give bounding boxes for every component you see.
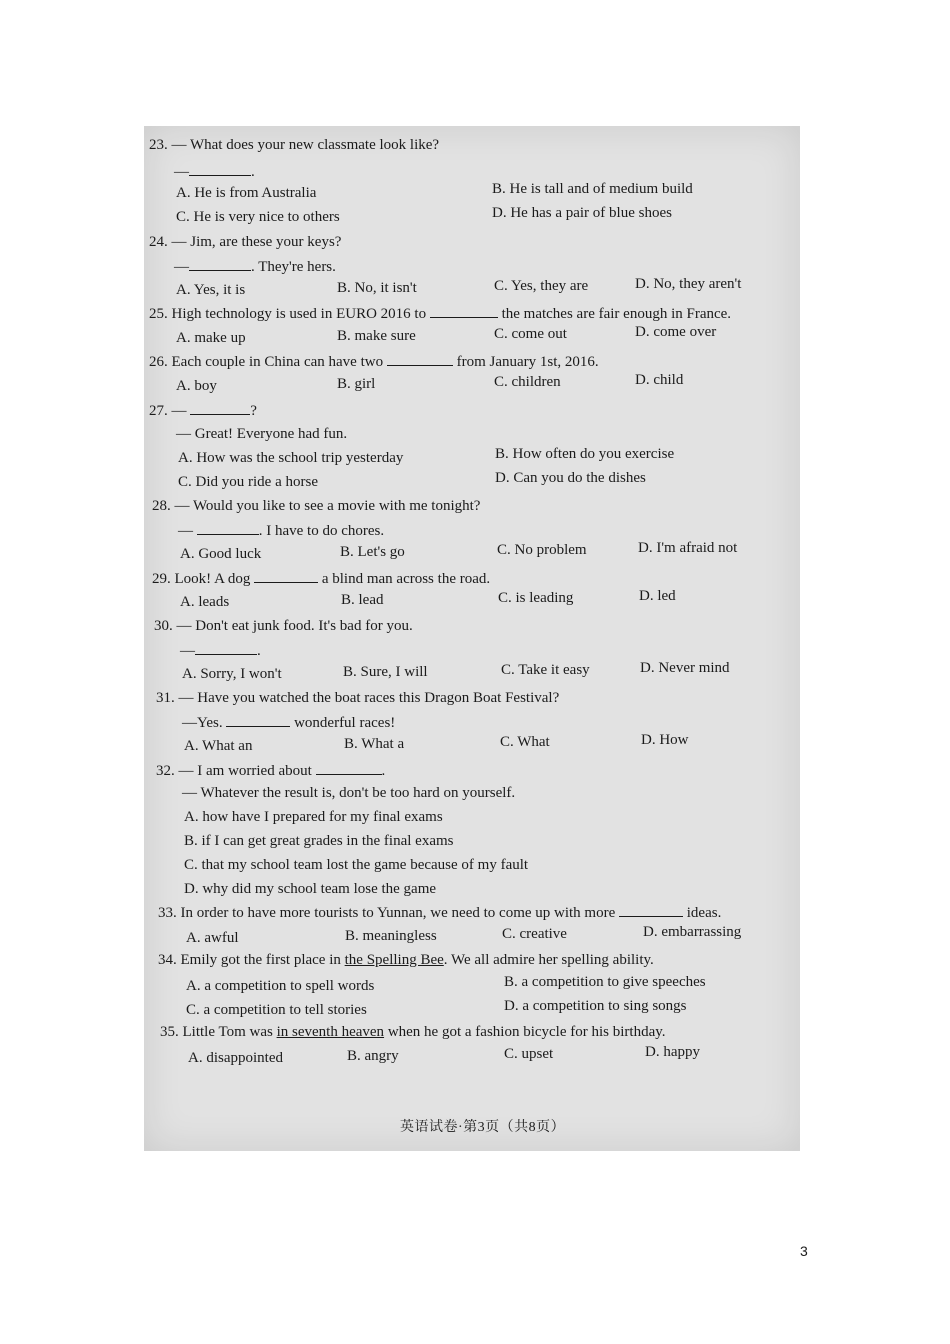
answer-blank xyxy=(197,521,259,535)
question-25-option-c: C. come out xyxy=(494,326,567,342)
question-28-stem: 28. — Would you like to see a movie with me tonight? xyxy=(152,498,481,514)
question-27-stem: 27. — ? xyxy=(149,403,257,419)
question-31-stem: 31. — Have you watched the boat races this Dragon Boat Festival? xyxy=(156,690,560,706)
question-32-option-a: A. how have I prepared for my final exams xyxy=(184,809,443,825)
question-28-option-b: B. Let's go xyxy=(340,544,405,560)
question-32-option-b: B. if I can get great grades in the final exams xyxy=(184,833,454,849)
question-35-option-d: D. happy xyxy=(645,1044,700,1060)
question-34-stem: 34. Emily got the first place in the Spelling Bee. We all admire her spelling ability. xyxy=(158,952,654,968)
question-27-option-d: D. Can you do the dishes xyxy=(495,470,646,486)
question-28-option-a: A. Good luck xyxy=(180,546,262,562)
question-30-option-a: A. Sorry, I won't xyxy=(182,666,282,682)
question-32-stem: 32. — I am worried about . xyxy=(156,763,386,779)
question-25-option-a: A. make up xyxy=(176,330,246,346)
question-34-option-c: C. a competition to tell stories xyxy=(186,1002,367,1018)
question-25-stem: 25. High technology is used in EURO 2016 to the matches are fair enough in France. xyxy=(149,306,732,322)
question-30-option-b: B. Sure, I will xyxy=(343,664,428,680)
question-26-option-b: B. girl xyxy=(337,376,376,392)
question-26-option-d: D. child xyxy=(635,372,684,388)
question-35-option-a: A. disappointed xyxy=(188,1050,283,1066)
question-27-option-b: B. How often do you exercise xyxy=(495,446,675,462)
page-number: 3 xyxy=(800,1243,808,1259)
question-23-stem: 23. — What does your new classmate look like? xyxy=(149,137,440,153)
answer-blank xyxy=(226,713,290,727)
question-31-option-c: C. What xyxy=(500,734,550,750)
question-34-option-b: B. a competition to give speeches xyxy=(504,974,706,990)
question-34-option-d: D. a competition to sing songs xyxy=(504,998,687,1014)
question-25-option-b: B. make sure xyxy=(337,328,416,344)
question-29-option-a: A. leads xyxy=(180,594,230,610)
question-33-option-b: B. meaningless xyxy=(345,928,437,944)
question-30-option-c: C. Take it easy xyxy=(501,662,590,678)
question-26-option-a: A. boy xyxy=(176,378,217,394)
question-32-option-c: C. that my school team lost the game because of my fault xyxy=(184,857,529,873)
question-29-option-c: C. is leading xyxy=(498,590,574,606)
question-30-stem: 30. — Don't eat junk food. It's bad for you. xyxy=(154,618,413,634)
question-24-option-b: B. No, it isn't xyxy=(337,280,417,296)
scanned-exam-page xyxy=(144,126,800,1151)
answer-blank xyxy=(254,569,318,583)
question-24-option-c: C. Yes, they are xyxy=(494,278,589,294)
question-30-option-d: D. Never mind xyxy=(640,660,730,676)
question-29-stem: 29. Look! A dog a blind man across the road. xyxy=(152,571,491,587)
answer-blank xyxy=(316,761,382,775)
question-31-option-b: B. What a xyxy=(344,736,405,752)
question-31-option-a: A. What an xyxy=(184,738,253,754)
question-33-option-c: C. creative xyxy=(502,926,567,942)
question-32-option-d: D. why did my school team lose the game xyxy=(184,881,437,897)
exam-page-footer: 英语试卷·第3页（共8页） xyxy=(400,1120,566,1135)
answer-blank xyxy=(189,162,251,176)
answer-blank xyxy=(190,401,250,415)
question-27-option-a: A. How was the school trip yesterday xyxy=(178,450,404,466)
question-23-option-d: D. He has a pair of blue shoes xyxy=(492,205,672,221)
question-26-stem: 26. Each couple in China can have two from January 1st, 2016. xyxy=(149,354,599,370)
question-24-answer-line: — . They're hers. xyxy=(174,259,336,275)
question-24-option-a: A. Yes, it is xyxy=(176,282,246,298)
question-29-option-b: B. lead xyxy=(341,592,384,608)
question-23-option-a: A. He is from Australia xyxy=(176,185,317,201)
question-24-stem: 24. — Jim, are these your keys? xyxy=(149,234,342,250)
answer-blank xyxy=(430,304,498,318)
question-28-option-d: D. I'm afraid not xyxy=(638,540,738,556)
question-26-option-c: C. children xyxy=(494,374,561,390)
question-31-answer-line: —Yes. wonderful races! xyxy=(182,715,396,731)
question-35-option-c: C. upset xyxy=(504,1046,554,1062)
question-30-answer-line: — . xyxy=(180,643,261,659)
answer-blank xyxy=(387,352,453,366)
question-27-option-c: C. Did you ride a horse xyxy=(178,474,318,490)
question-27-reply: — Great! Everyone had fun. xyxy=(176,426,348,442)
question-34-option-a: A. a competition to spell words xyxy=(186,978,375,994)
question-23-option-b: B. He is tall and of medium build xyxy=(492,181,693,197)
question-23-answer-line: — . xyxy=(174,164,255,180)
question-33-option-d: D. embarrassing xyxy=(643,924,742,940)
question-35-option-b: B. angry xyxy=(347,1048,399,1064)
question-32-reply: — Whatever the result is, don't be too hard on yourself. xyxy=(182,785,516,801)
question-35-stem: 35. Little Tom was in seventh heaven when he got a fashion bicycle for his birthday. xyxy=(160,1024,666,1040)
question-33-option-a: A. awful xyxy=(186,930,239,946)
answer-blank xyxy=(619,903,683,917)
question-25-option-d: D. come over xyxy=(635,324,717,340)
question-23-option-c: C. He is very nice to others xyxy=(176,209,340,225)
question-28-answer-line: — . I have to do chores. xyxy=(178,523,385,539)
answer-blank xyxy=(195,641,257,655)
question-29-option-d: D. led xyxy=(639,588,676,604)
question-24-option-d: D. No, they aren't xyxy=(635,276,742,292)
question-28-option-c: C. No problem xyxy=(497,542,587,558)
question-31-option-d: D. How xyxy=(641,732,689,748)
question-33-stem: 33. In order to have more tourists to Yunnan, we need to come up with more ideas. xyxy=(158,905,722,921)
answer-blank xyxy=(189,257,251,271)
